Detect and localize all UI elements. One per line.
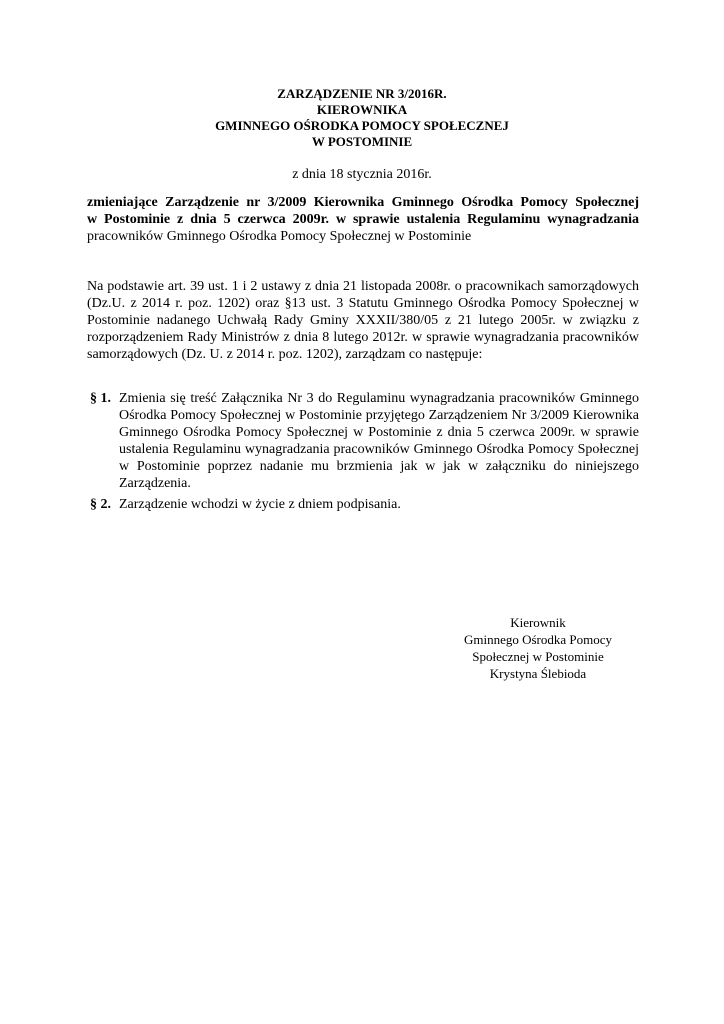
signature-role: Kierownik xyxy=(510,615,566,630)
document-subject xyxy=(87,194,639,245)
header-location: W POSTOMINIE xyxy=(311,134,413,149)
signature-name: Krystyna Ślebioda xyxy=(489,666,587,681)
paragraph-number: § 2. xyxy=(90,497,111,512)
subject-line-3: pracowników Gminnego Ośrodka Pomocy Społecznej w Postominie xyxy=(87,229,472,244)
paragraph-1 xyxy=(87,390,639,492)
header-issuer: KIEROWNIKA xyxy=(316,102,408,117)
paragraph-text: Zmienia się treść Załącznika Nr 3 do Regulaminu wynagradzania pracowników Gminnego Ośrodka Pomocy Społecznej w Postominie przyjętego Zarządzeniem Nr 3/2009 Kierownika Gminnego Ośrodka Pomocy Społecznej w Postominie z dnia 5 czerwca 2009r. w sprawie ustalenia Regulaminu wynagradzania pracowników Gminnego Ośrodka Pomocy Społecznej w Postominie poprzez nadanie mu brzmienia jak w jak w załączniku do niniejszego Zarządzenia. xyxy=(119,391,639,491)
subject-bold-line-1: zmieniające Zarządzenie nr 3/2009 Kierownika Gminnego Ośrodka Pomocy Społecznej xyxy=(87,195,639,210)
legal-basis: Na podstawie art. 39 ust. 1 i 2 ustawy z dnia 21 listopada 2008r. o pracownikach samorządowych (Dz.U. z 2014 r. poz. 1202) oraz §13 ust. 3 Statutu Gminnego Ośrodka Pomocy Społecznej w Postominie nadanego Uchwałą Rady Gminy XXXII/380/05 z 21 lutego 2005r. w związku z rozporządzeniem Rady Ministrów z dnia 8 lutego 2012r. w sprawie wynagradzania pracowników samorządowych (Dz. U. z 2014 r. poz. 1202), zarządzam co następuje: xyxy=(87,279,639,362)
signature-institution-1: Gminnego Ośrodka Pomocy xyxy=(463,632,613,647)
document-date: z dnia 18 stycznia 2016r. xyxy=(292,167,432,182)
header-title: ZARZĄDZENIE NR 3/2016R. xyxy=(277,86,447,101)
paragraph-number: § 1. xyxy=(90,391,111,406)
paragraph-text: Zarządzenie wchodzi w życie z dniem podpisania. xyxy=(119,497,401,512)
signature-block xyxy=(448,614,628,682)
signature-institution-2: Społecznej w Postominie xyxy=(472,649,604,664)
paragraph-2 xyxy=(87,496,639,513)
subject-bold-line-2: w Postominie z dnia 5 czerwca 2009r. w sprawie ustalenia Regulaminu wynagradzania xyxy=(87,212,639,227)
header-institution: GMINNEGO OŚRODKA POMOCY SPOŁECZNEJ xyxy=(215,118,509,133)
document-header xyxy=(0,86,724,150)
